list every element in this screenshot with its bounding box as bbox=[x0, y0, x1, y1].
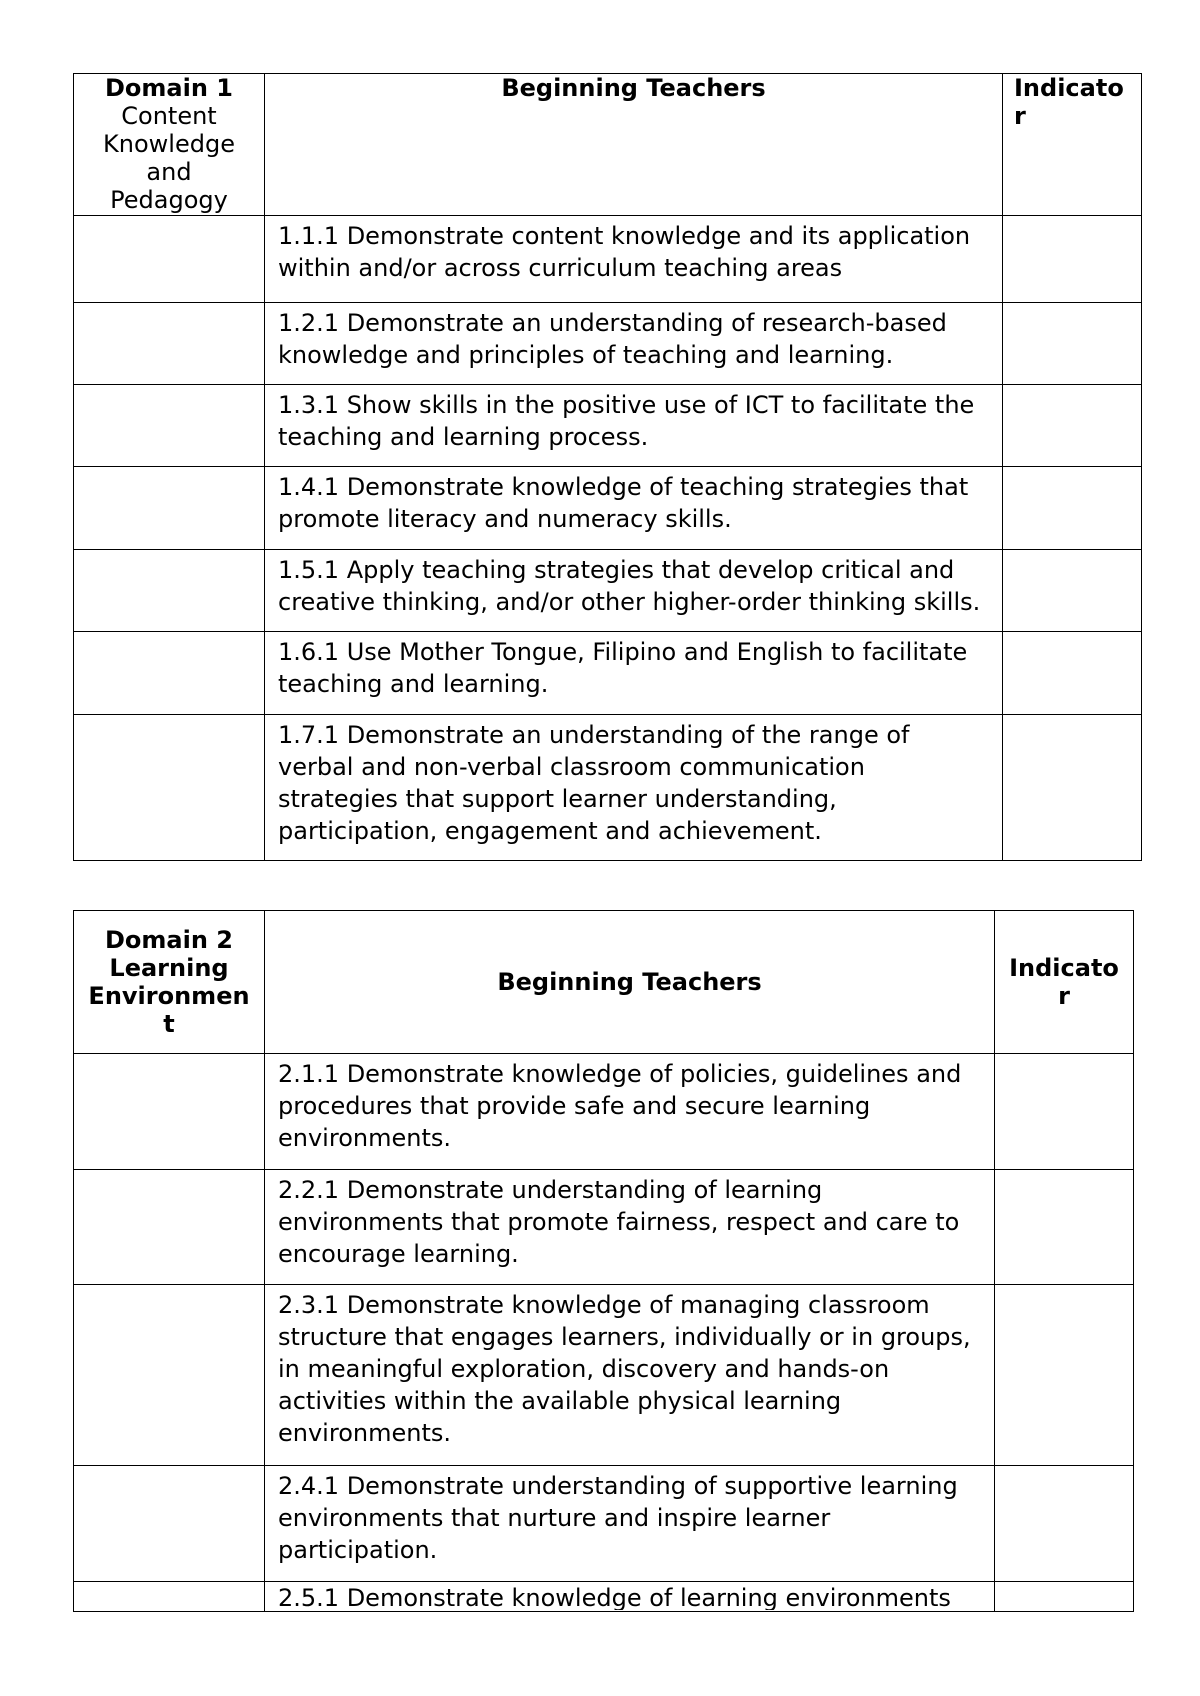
domain-2-title-cell bbox=[74, 911, 265, 1054]
table-row bbox=[74, 467, 1142, 550]
indicator-header bbox=[1003, 74, 1142, 216]
indicator-header-line: r bbox=[1058, 982, 1070, 1010]
domain-2-table bbox=[73, 910, 1134, 1612]
indicator-input-cell[interactable] bbox=[995, 1582, 1134, 1612]
beginning-teachers-header: Beginning Teachers bbox=[265, 911, 995, 1054]
indicator-input-cell[interactable] bbox=[1003, 467, 1142, 550]
domain-2-title: Domain 2 bbox=[105, 926, 233, 954]
domain-cell bbox=[74, 550, 265, 632]
table-row bbox=[74, 1054, 1134, 1170]
indicator-text: 1.5.1 Apply teaching strategies that develop critical and creative thinking, and/or other higher-order thinking skills. bbox=[265, 550, 1003, 632]
indicator-text bbox=[265, 1582, 995, 1612]
domain-cell bbox=[74, 216, 265, 303]
indicator-text: 1.2.1 Demonstrate an understanding of research-based knowledge and principles of teaching and learning. bbox=[265, 303, 1003, 385]
indicator-header-line: Indicato bbox=[1014, 74, 1124, 102]
indicator-text: 2.1.1 Demonstrate knowledge of policies, guidelines and procedures that provide safe and secure learning environments. bbox=[265, 1054, 995, 1170]
indicator-header bbox=[995, 911, 1134, 1054]
indicator-input-cell[interactable] bbox=[995, 1170, 1134, 1285]
domain-cell bbox=[74, 632, 265, 715]
indicator-input-cell[interactable] bbox=[1003, 385, 1142, 467]
table-row bbox=[74, 216, 1142, 303]
table-row bbox=[74, 1582, 1134, 1612]
domain-2-name-line: t bbox=[163, 1010, 175, 1038]
indicator-input-cell[interactable] bbox=[995, 1054, 1134, 1170]
domain-2-header-row bbox=[74, 911, 1134, 1054]
table-row bbox=[74, 715, 1142, 861]
beginning-teachers-header: Beginning Teachers bbox=[265, 74, 1003, 216]
indicator-input-cell[interactable] bbox=[1003, 303, 1142, 385]
domain-1-name-line: Pedagogy bbox=[110, 186, 228, 214]
indicator-text-clipped: 2.5.1 Demonstrate knowledge of learning environments bbox=[278, 1584, 951, 1610]
domain-1-title: Domain 1 bbox=[105, 74, 233, 102]
domain-2-name-line: Learning bbox=[109, 954, 229, 982]
table-row bbox=[74, 550, 1142, 632]
indicator-input-cell[interactable] bbox=[1003, 216, 1142, 303]
domain-2-name-line: Environmen bbox=[88, 982, 250, 1010]
domain-cell bbox=[74, 1170, 265, 1285]
indicator-input-cell[interactable] bbox=[1003, 715, 1142, 861]
domain-cell bbox=[74, 303, 265, 385]
table-row bbox=[74, 1285, 1134, 1466]
domain-1-table bbox=[73, 73, 1142, 861]
domain-cell bbox=[74, 385, 265, 467]
domain-1-name-line: Knowledge bbox=[103, 130, 235, 158]
indicator-header-line: Indicato bbox=[1009, 954, 1119, 982]
table-row bbox=[74, 632, 1142, 715]
table-row bbox=[74, 303, 1142, 385]
domain-cell bbox=[74, 1054, 265, 1170]
domain-cell bbox=[74, 467, 265, 550]
table-row bbox=[74, 385, 1142, 467]
domain-cell bbox=[74, 1466, 265, 1582]
domain-cell bbox=[74, 1285, 265, 1466]
indicator-text: 1.3.1 Show skills in the positive use of ICT to facilitate the teaching and learning process. bbox=[265, 385, 1003, 467]
indicator-input-cell[interactable] bbox=[995, 1285, 1134, 1466]
table-row bbox=[74, 1170, 1134, 1285]
indicator-input-cell[interactable] bbox=[995, 1466, 1134, 1582]
indicator-text: 1.1.1 Demonstrate content knowledge and its application within and/or across curriculum teaching areas bbox=[265, 216, 1003, 303]
indicator-input-cell[interactable] bbox=[1003, 550, 1142, 632]
domain-1-header-row bbox=[74, 74, 1142, 216]
indicator-text: 1.7.1 Demonstrate an understanding of the range of verbal and non-verbal classroom communication strategies that support learner understanding, participation, engagement and achievement. bbox=[265, 715, 1003, 861]
indicator-text: 2.4.1 Demonstrate understanding of supportive learning environments that nurture and inspire learner participation. bbox=[265, 1466, 995, 1582]
indicator-header-line: r bbox=[1014, 102, 1026, 130]
domain-1-name-line: Content bbox=[121, 102, 217, 130]
domain-cell bbox=[74, 1582, 265, 1612]
indicator-text: 2.2.1 Demonstrate understanding of learning environments that promote fairness, respect and care to encourage learning. bbox=[265, 1170, 995, 1285]
domain-1-name-line: and bbox=[146, 158, 192, 186]
indicator-text: 1.4.1 Demonstrate knowledge of teaching strategies that promote literacy and numeracy skills. bbox=[265, 467, 1003, 550]
indicator-text: 1.6.1 Use Mother Tongue, Filipino and English to facilitate teaching and learning. bbox=[265, 632, 1003, 715]
domain-cell bbox=[74, 715, 265, 861]
indicator-input-cell[interactable] bbox=[1003, 632, 1142, 715]
table-row bbox=[74, 1466, 1134, 1582]
indicator-text: 2.3.1 Demonstrate knowledge of managing classroom structure that engages learners, individually or in groups, in meaningful exploration, discovery and hands-on activities within the available physical learning environments. bbox=[265, 1285, 995, 1466]
domain-1-title-cell bbox=[74, 74, 265, 216]
